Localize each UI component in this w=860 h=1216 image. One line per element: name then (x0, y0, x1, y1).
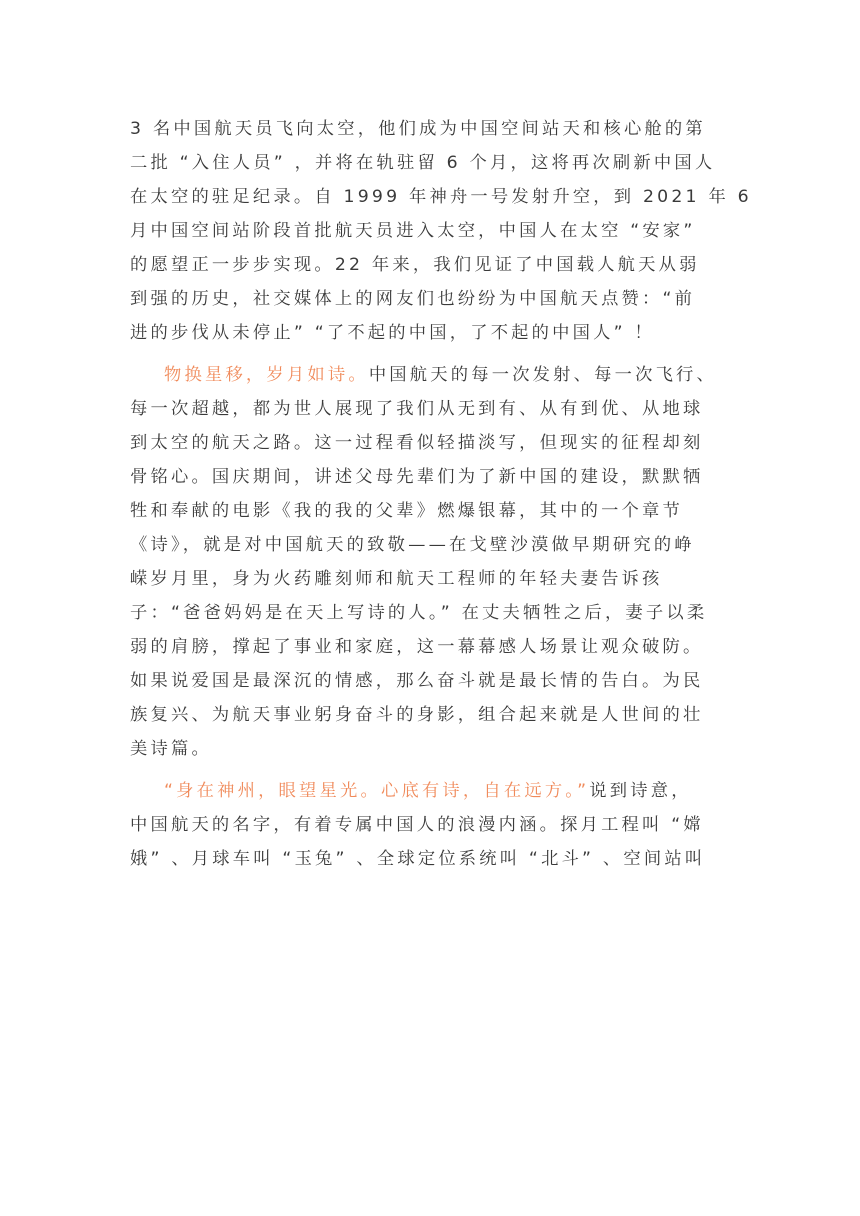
paragraph-3-line-2: 中国航天的名字，有着专属中国人的浪漫内涵。探月工程叫 “嫦 (130, 815, 704, 835)
paragraph-1-line-6: 到强的历史，社交媒体上的网友们也纷纷为中国航天点赞：“前 (130, 289, 696, 309)
paragraph-3-line-1 (130, 774, 730, 808)
paragraph-2-line-8: 子：“爸爸妈妈是在天上写诗的人。” 在丈夫牺牲之后，妻子以柔 (130, 603, 708, 623)
paragraph-1-line-7: 进的步伐从未停止” “了不起的中国，了不起的中国人” ！ (130, 323, 655, 343)
paragraph-1 (130, 112, 752, 350)
paragraph-2-line-3: 到太空的航天之路。这一过程看似轻描淡写，但现实的征程却刻 (130, 433, 704, 453)
paragraph-1-line-4: 月中国空间站阶段首批航天员进入太空，中国人在太空 “安家” (130, 221, 696, 241)
paragraph-2-line-12: 美诗篇。 (130, 739, 212, 759)
document-body (130, 112, 752, 876)
paragraph-gap (130, 350, 730, 358)
paragraph-2-lead-rest: 中国航天的每一次发射、每一次飞行、 (368, 365, 718, 385)
paragraph-3 (130, 774, 730, 876)
paragraph-2-line-6: 《诗》，就是对中国航天的致敬——在戈壁沙漠做早期研究的峥 (130, 535, 695, 555)
paragraph-2 (130, 358, 730, 766)
paragraph-1-line-5: 的愿望正一步步实现。22 年来，我们见证了中国载人航天从弱 (130, 255, 700, 275)
paragraph-1-line-2: 二批 “入住人员” ，并将在轨驻留 6 个月，这将再次刷新中国人 (130, 153, 716, 173)
paragraph-2-line-1 (130, 358, 730, 392)
paragraph-3-line-3: 娥” 、月球车叫 “玉兔” 、全球定位系统叫 “北斗” 、空间站叫 (130, 849, 706, 869)
paragraph-2-line-9: 弱的肩膀，撑起了事业和家庭，这一幕幕感人场景让观众破防。 (130, 637, 704, 657)
paragraph-1-line-3: 在太空的驻足纪录。自 1999 年神舟一号发射升空，到 2021 年 6 (130, 187, 752, 207)
paragraph-1-line-1: 3 名中国航天员飞向太空，他们成为中国空间站天和核心舱的第 (130, 119, 706, 139)
paragraph-2-line-4: 骨铭心。国庆期间，讲述父母先辈们为了新中国的建设，默默牺 (130, 467, 704, 487)
paragraph-gap (130, 766, 730, 774)
paragraph-2-line-10: 如果说爱国是最深沉的情感，那么奋斗就是最长情的告白。为民 (130, 671, 704, 691)
paragraph-2-line-5: 牲和奉献的电影《我的我的父辈》燃爆银幕，其中的一个章节 (130, 501, 683, 521)
paragraph-3-highlight: “身在神州，眼望星光。心底有诗，自在远方。” (164, 781, 590, 801)
paragraph-2-line-11: 族复兴、为航天事业躬身奋斗的身影，组合起来就是人世间的壮 (130, 705, 704, 725)
paragraph-2-line-2: 每一次超越，都为世人展现了我们从无到有、从有到优、从地球 (130, 399, 704, 419)
paragraph-2-highlight: 物换星移，岁月如诗。 (164, 365, 369, 385)
paragraph-3-lead-rest: 说到诗意， (589, 781, 692, 801)
paragraph-2-line-7: 嵘岁月里，身为火药雕刻师和航天工程师的年轻夫妻告诉孩 (130, 569, 663, 589)
